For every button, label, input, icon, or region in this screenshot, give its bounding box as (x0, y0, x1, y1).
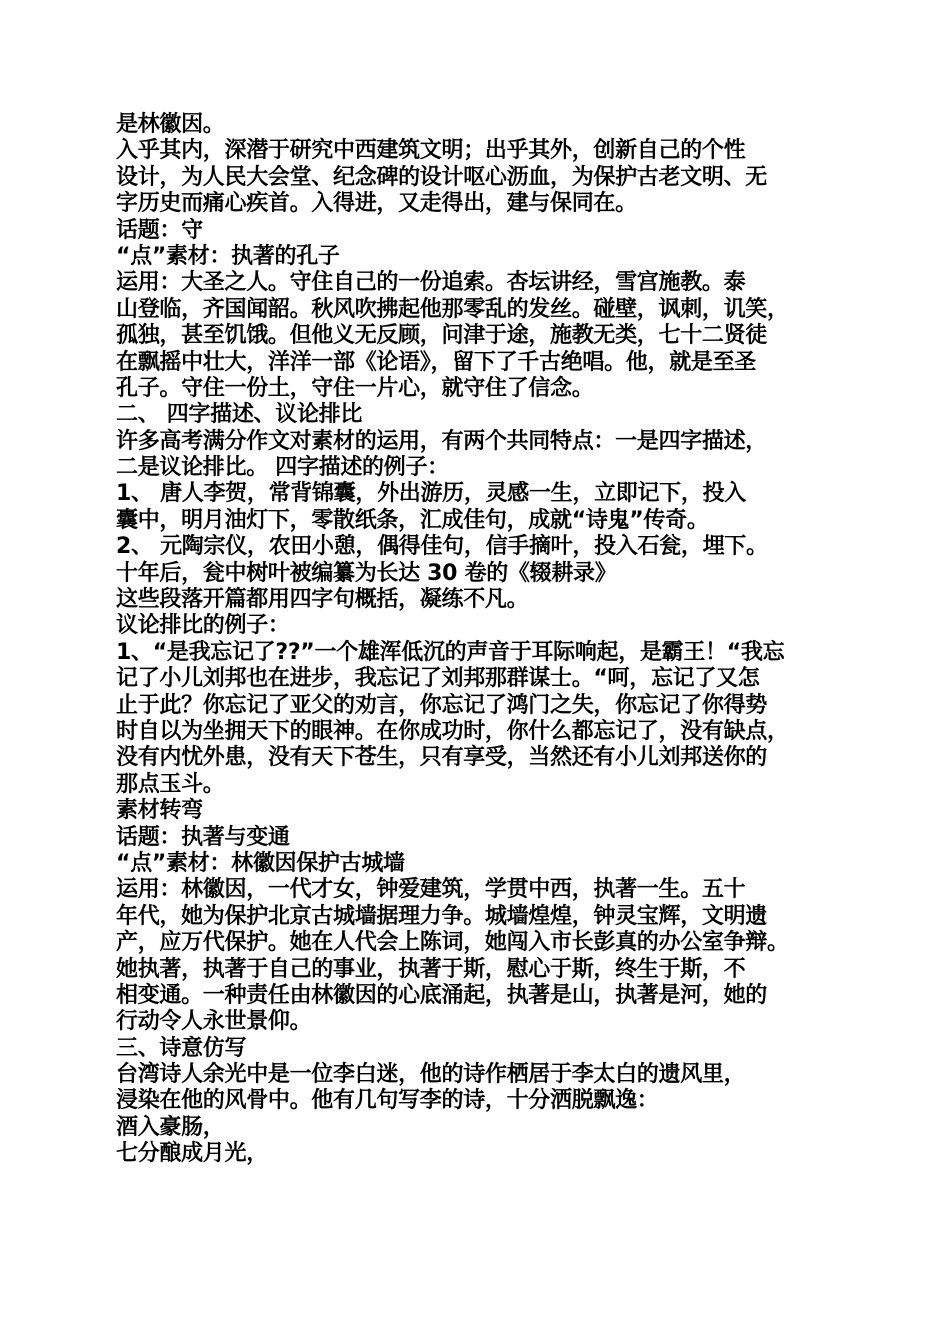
text-line: 话题：守 (116, 217, 203, 243)
text-line: 议论排比的例子： (116, 613, 290, 639)
text-line: 时自以为坐拥天下的眼神。在你成功时，你什么都忘记了，没有缺点， (116, 718, 789, 744)
text-line: 酒入豪肠， (116, 1114, 225, 1140)
text-line: 孤独，甚至饥饿。但他义无反顾，问津于途，施教无类，七十二贤徒 (116, 323, 768, 349)
text-line: 七分酿成月光， (116, 1141, 268, 1167)
text-line: 那点玉斗。 (116, 771, 225, 797)
text-line: 设计，为人民大会堂、纪念碑的设计呕心沥血，为保护古老文明、无 (116, 164, 768, 190)
text-line: 浸染在他的风骨中。他有几句写李的诗，十分洒脱飘逸： (116, 1088, 659, 1114)
text-line: 山登临，齐国闻韶。秋风吹拂起他那零乱的发丝。碰壁，讽刺，讥笑， (116, 296, 789, 322)
text-line: 相变通。一种责任由林徽因的心底涌起，执著是山，执著是河，她的 (116, 982, 768, 1008)
text-line: 产，应万代保护。她在人代会上陈词，她闯入市长彭真的办公室争辩。 (116, 930, 789, 956)
text-line: 许多高考满分作文对素材的运用，有两个共同特点：一是四字描述， (116, 428, 768, 454)
text-line: 台湾诗人余光中是一位李白迷，他的诗作栖居于李太白的遗风里， (116, 1062, 746, 1088)
text-line: 字历史而痛心疾首。入得进，又走得出，建与保同在。 (116, 191, 637, 217)
text-line: 这些段落开篇都用四字句概括，凝练不凡。 (116, 587, 529, 613)
text-line: “点”素材：林徽因保护古城墙 (116, 850, 405, 876)
text-line: 行动令人永世景仰。 (116, 1009, 312, 1035)
text-line: 孔子。守住一份土，守住一片心，就守住了信念。 (116, 375, 594, 401)
text-line: 入乎其内，深潜于研究中西建筑文明；出乎其外，创新自己的个性 (116, 138, 746, 164)
text-line: 在飘摇中壮大，洋洋一部《论语》，留下了千古绝唱。他，就是至圣 (116, 349, 757, 375)
text-line: 记了小儿刘邦也在进步，我忘记了刘邦那群谋士。“呵，忘记了又怎 (116, 666, 760, 692)
text-line: 三、诗意仿写 (116, 1035, 247, 1061)
text-line: 她执著，执著于自己的事业，执著于斯，慰心于斯，终生于斯，不 (116, 956, 746, 982)
text-line: 话题：执著与变通 (116, 824, 290, 850)
text-line: 是林徽因。 (116, 112, 225, 137)
text-line: 二、 四字描述、议论排比 (116, 402, 363, 428)
text-line: 二是议论排比。 四字描述的例子： (116, 455, 449, 481)
text-line: 囊中，明月油灯下，零散纸条，汇成佳句，成就“诗鬼”传奇。 (116, 507, 709, 533)
text-line: 1、 唐人李贺，常背锦囊，外出游历，灵感一生，立即记下，投入 (116, 481, 746, 507)
text-line: “点”素材：执著的孔子 (116, 243, 340, 269)
document-page (116, 112, 856, 1168)
text-line: 止于此？你忘记了亚父的劝言，你忘记了鸿门之失，你忘记了你得势 (116, 692, 768, 718)
text-line: 2、 元陶宗仪，农田小憩，偶得佳句，信手摘叶，投入石瓮，埋下。 (116, 534, 768, 560)
text-line: 运用：大圣之人。守住自己的一份追索。杏坛讲经，雪宫施教。泰 (116, 270, 746, 296)
text-line: 1、“是我忘记了??”一个雄浑低沉的声音于耳际响起，是霸王！“我忘 (116, 639, 785, 665)
text-line: 年代，她为保护北京古城墙据理力争。城墙煌煌，钟灵宝辉，文明遗 (116, 903, 768, 929)
text-line: 素材转弯 (116, 798, 203, 824)
text-line: 运用：林徽因，一代才女，钟爱建筑，学贯中西，执著一生。五十 (116, 877, 746, 903)
text-line: 十年后，瓮中树叶被编纂为长达 30 卷的《辍耕录》 (116, 560, 617, 586)
text-line: 没有内忧外患，没有天下苍生，只有享受，当然还有小儿刘邦送你的 (116, 745, 768, 771)
